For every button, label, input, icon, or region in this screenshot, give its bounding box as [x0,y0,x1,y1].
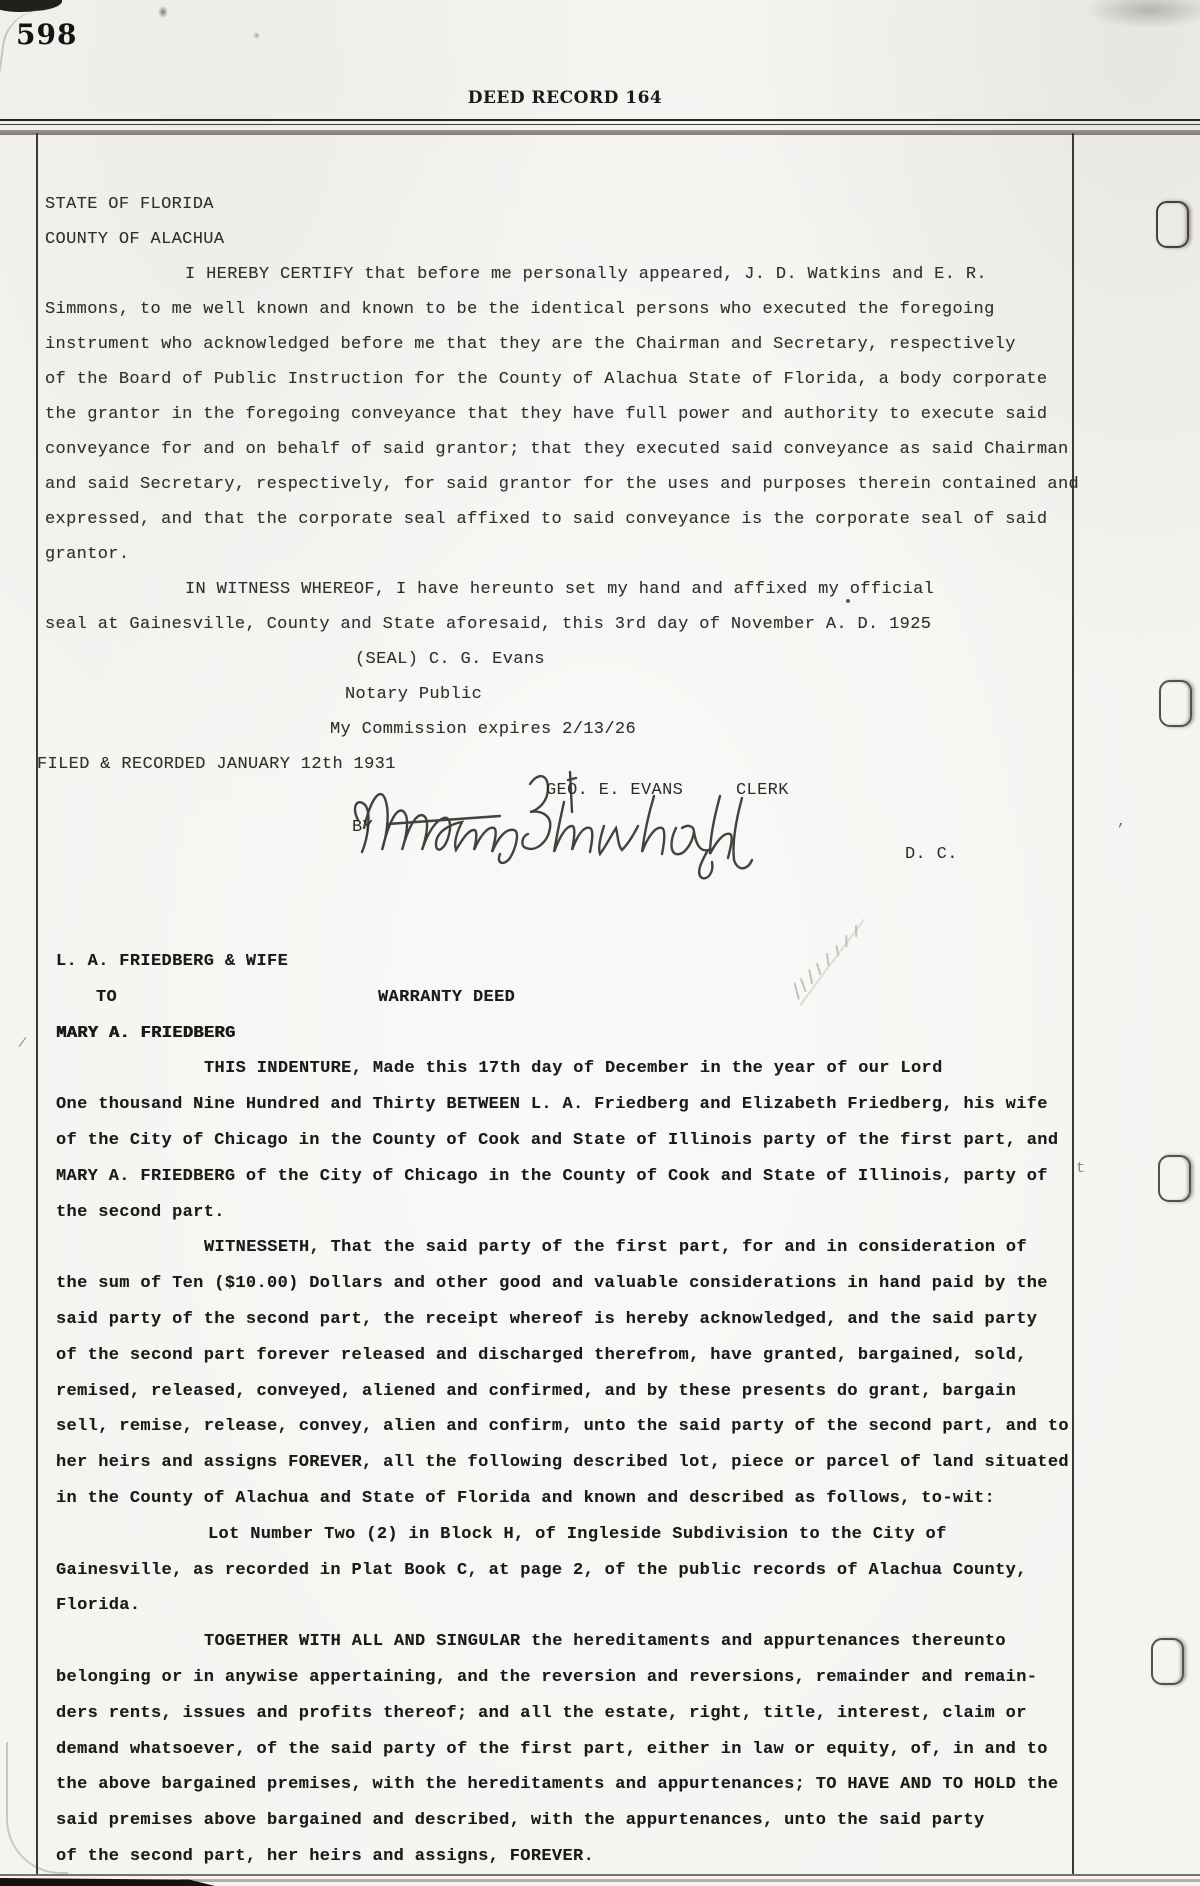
text-line: sell, remise, release, convey, alien and confirm, unto the said party of the second part, and to [56,1417,1069,1437]
text-line: COUNTY OF ALACHUA [45,230,225,249]
scan-offset-ghost-text: t [1076,1160,1086,1177]
text-line: belonging or in anywise appertaining, and the reversion and reversions, remainder and remain- [56,1667,1038,1687]
page-number: 598 [16,18,78,51]
text-line: of the Board of Public Instruction for the County of Alachua State of Florida, a body corporate [45,370,1048,389]
scan-speck [253,32,260,39]
text-line: of the second part forever released and discharged therefrom, have granted, bargained, sold, [56,1345,1027,1365]
deputy-clerk-initials: D. C. [905,845,958,864]
text-line: and said Secretary, respectively, for said grantor for the uses and purposes therein contained and [45,475,1080,494]
text-line: in the County of Alachua and State of Florida and known and described as follows, to-wit: [56,1488,996,1508]
header-rule [0,119,1200,121]
notary-title-line: Notary Public [345,685,483,704]
text-line: MARY A. FRIEDBERG of the City of Chicago in the County of Cook and State of Illinois, party of [56,1166,1048,1186]
to-label: TO [96,987,118,1007]
warranty-deed-text [56,944,1069,1875]
bottom-page-rule [180,1879,1200,1882]
text-line: the second part. [56,1202,225,1222]
text-line: seal at Gainesville, County and State aforesaid, this 3rd day of November A. D. 1925 [45,615,932,634]
text-line: expressed, and that the corporate seal affixed to said conveyance is the corporate seal of said [45,510,1048,529]
text-line: remised, released, conveyed, aliened and confirmed, and by these presents do grant, bargain [56,1381,1017,1401]
text-line: instrument who acknowledged before me that they are the Chairman and Secretary, respectively [45,335,1016,354]
text-line: her heirs and assigns FOREVER, all the following described lot, piece or parcel of land situated [56,1453,1069,1473]
bottom-page-rule [0,1874,1200,1876]
punch-hole-mark [1151,1638,1184,1685]
text-line: STATE OF FLORIDA [45,195,214,214]
scan-smudge [1080,0,1200,30]
scan-smudge [0,0,62,12]
text-line: THIS INDENTURE, Made this 17th day of December in the year of our Lord [204,1059,943,1079]
property-description-line: Florida. [56,1596,141,1616]
clerk-title: CLERK [736,781,789,800]
scan-speck [158,6,168,18]
text-line: TOGETHER WITH ALL AND SINGULAR the hereditaments and appurtenances thereunto [204,1632,1006,1652]
text-line: grantor. [45,545,130,564]
book-header-title: DEED RECORD 164 [467,88,663,108]
punch-hole-mark [1158,1155,1191,1202]
text-line: I HEREBY CERTIFY that before me personally appeared, J. D. Watkins and E. R. [185,265,987,284]
notary-seal-line: (SEAL) C. G. Evans [355,650,545,669]
text-line: said premises above bargained and described, with the appurtenances, unto the said party [56,1811,985,1831]
text-line: the grantor in the foregoing conveyance that they have full power and authority to execute said [45,405,1048,424]
handwritten-signature-script [352,768,762,886]
text-line: One thousand Nine Hundred and Thirty BETWEEN L. A. Friedberg and Elizabeth Friedberg, his wife [56,1095,1048,1115]
text-line: Simmons, to me well known and known to be the identical persons who executed the foregoing [45,300,995,319]
text-line: conveyance for and on behalf of said grantor; that they executed said conveyance as said Chairman [45,440,1069,459]
filing-stamp-line: FILED & RECORDED JANUARY 12th 1931 [37,755,396,774]
scan-mark: / [16,1035,28,1053]
text-line: demand whatsoever, of the said party of the first part, either in law or equity, of, in and to [56,1739,1048,1759]
text-line: of the second part, her heirs and assigns, FOREVER. [56,1846,595,1866]
punch-hole-mark [1159,680,1192,727]
scan-speck [846,599,850,603]
scan-mark: ’ [1116,822,1126,839]
property-description-line: Gainesville, as recorded in Plat Book C, at page 2, of the public records of Alachua County, [56,1560,1027,1580]
header-rule-thick [0,130,1200,135]
text-line: ders rents, issues and profits thereof; and all the estate, right, title, interest, claim or [56,1703,1027,1723]
punch-hole-mark [1156,201,1189,248]
text-line: the sum of Ten ($10.00) Dollars and other good and valuable considerations in hand paid by the [56,1274,1048,1294]
text-line: of the City of Chicago in the County of Cook and State of Illinois party of the first part, and [56,1130,1059,1150]
clerk-name: GEO. E. EVANS [546,781,684,800]
header-rule [0,124,1200,125]
left-page-border [36,133,38,1875]
deed-caption-line [56,980,1069,1016]
text-line: WITNESSETH, That the said party of the first part, for and in consideration of [204,1238,1028,1258]
by-label: BY [352,818,374,837]
deed-type-title: WARRANTY DEED [378,987,516,1007]
deed-grantor-line: L. A. FRIEDBERG & WIFE [56,952,289,971]
notary-certificate-text [37,187,1080,782]
commission-expiry-line: My Commission expires 2/13/26 [330,720,636,739]
deed-grantee-line: MARY A. FRIEDBERG [56,1023,236,1043]
text-line: said party of the second part, the receipt whereof is hereby acknowledged, and the said party [56,1309,1038,1329]
property-description-line: Lot Number Two (2) in Block H, of Ingleside Subdivision to the City of [208,1524,947,1544]
text-line: IN WITNESS WHEREOF, I have hereunto set my hand and affixed my official [185,580,935,599]
text-line: the above bargained premises, with the hereditaments and appurtenances; TO HAVE AND TO HOLD the [56,1775,1059,1795]
